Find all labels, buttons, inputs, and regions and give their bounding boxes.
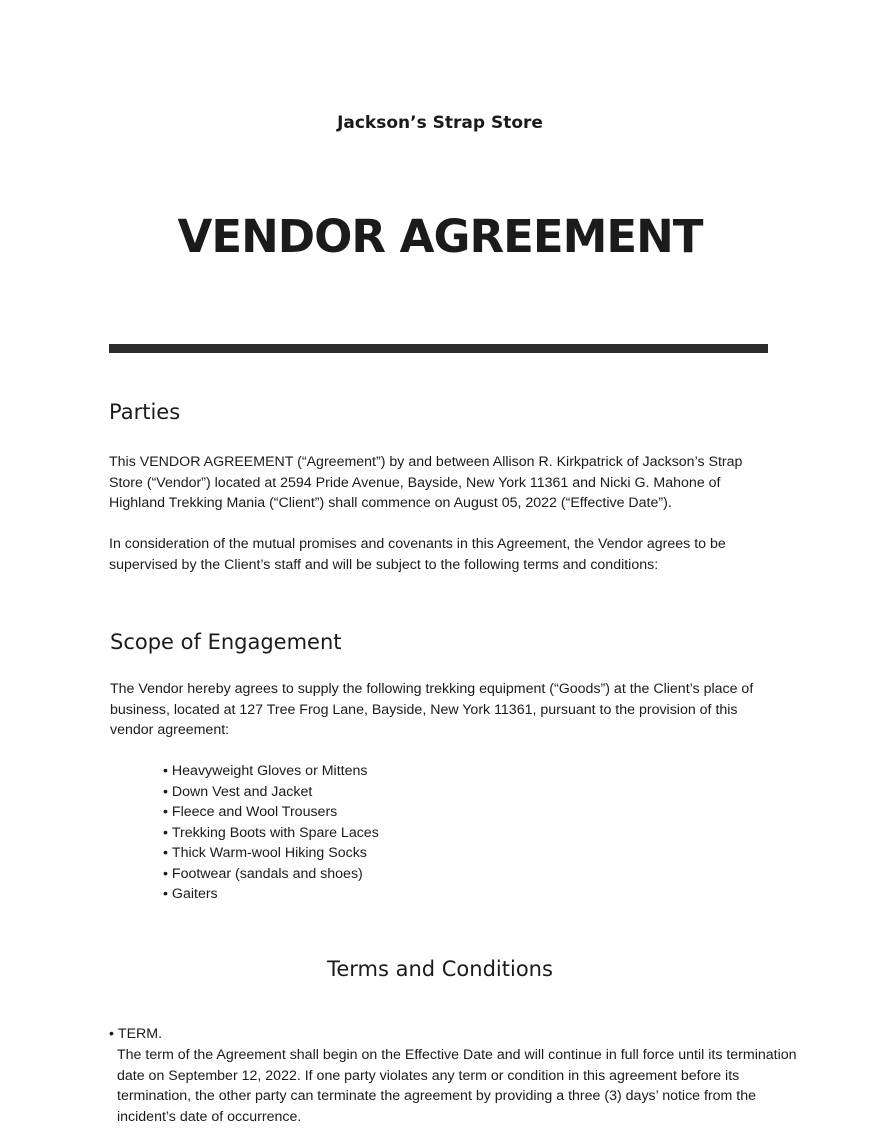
parties-paragraph-2: In consideration of the mutual promises and covenants in this Agreement, the Vendor agrees to be supervised by the Client’s staff and will be subject to the following terms and conditions:	[109, 536, 726, 573]
list-item: • Down Vest and Jacket	[163, 782, 379, 803]
terms-heading: Terms and Conditions	[327, 957, 553, 981]
list-item: • Trekking Boots with Spare Laces	[163, 823, 379, 844]
term-paragraph: The term of the Agreement shall begin on the Effective Date and will continue in full force until its termination date on September 12, 2022. If one party violates any term or condition in this agreement before its termination, the other party can terminate the agreement by providing a three (3) days’ notice from the incident’s date of occurrence.	[117, 1047, 797, 1125]
title-divider	[109, 344, 768, 353]
scope-paragraph: The Vendor hereby agrees to supply the following trekking equipment (“Goods”) at the Client’s place of business, located at 127 Tree Frog Lane, Bayside, New York 11361, pursuant to the provision of this vendor agreement:	[110, 681, 754, 738]
list-item: • Thick Warm-wool Hiking Socks	[163, 843, 379, 864]
list-item: • Fleece and Wool Trousers	[163, 802, 379, 823]
goods-list	[163, 761, 379, 905]
term-label: • TERM.	[109, 1024, 162, 1045]
list-item: • Heavyweight Gloves or Mittens	[163, 761, 379, 782]
document-title: VENDOR AGREEMENT	[177, 210, 703, 263]
scope-heading: Scope of Engagement	[110, 630, 342, 654]
parties-heading: Parties	[109, 400, 181, 424]
company-name: Jackson’s Strap Store	[337, 113, 543, 133]
list-item: • Footwear (sandals and shoes)	[163, 864, 379, 885]
list-item: • Gaiters	[163, 884, 379, 905]
parties-paragraph-1: This VENDOR AGREEMENT (“Agreement”) by and between Allison R. Kirkpatrick of Jackson’s Strap Store (“Vendor”) located at 2594 Pride Avenue, Bayside, New York 11361 and Nicki G. Mahone of Highland Trekking Mania (“Client”) shall commence on August 05, 2022 (“Effective Date”).	[109, 454, 743, 511]
